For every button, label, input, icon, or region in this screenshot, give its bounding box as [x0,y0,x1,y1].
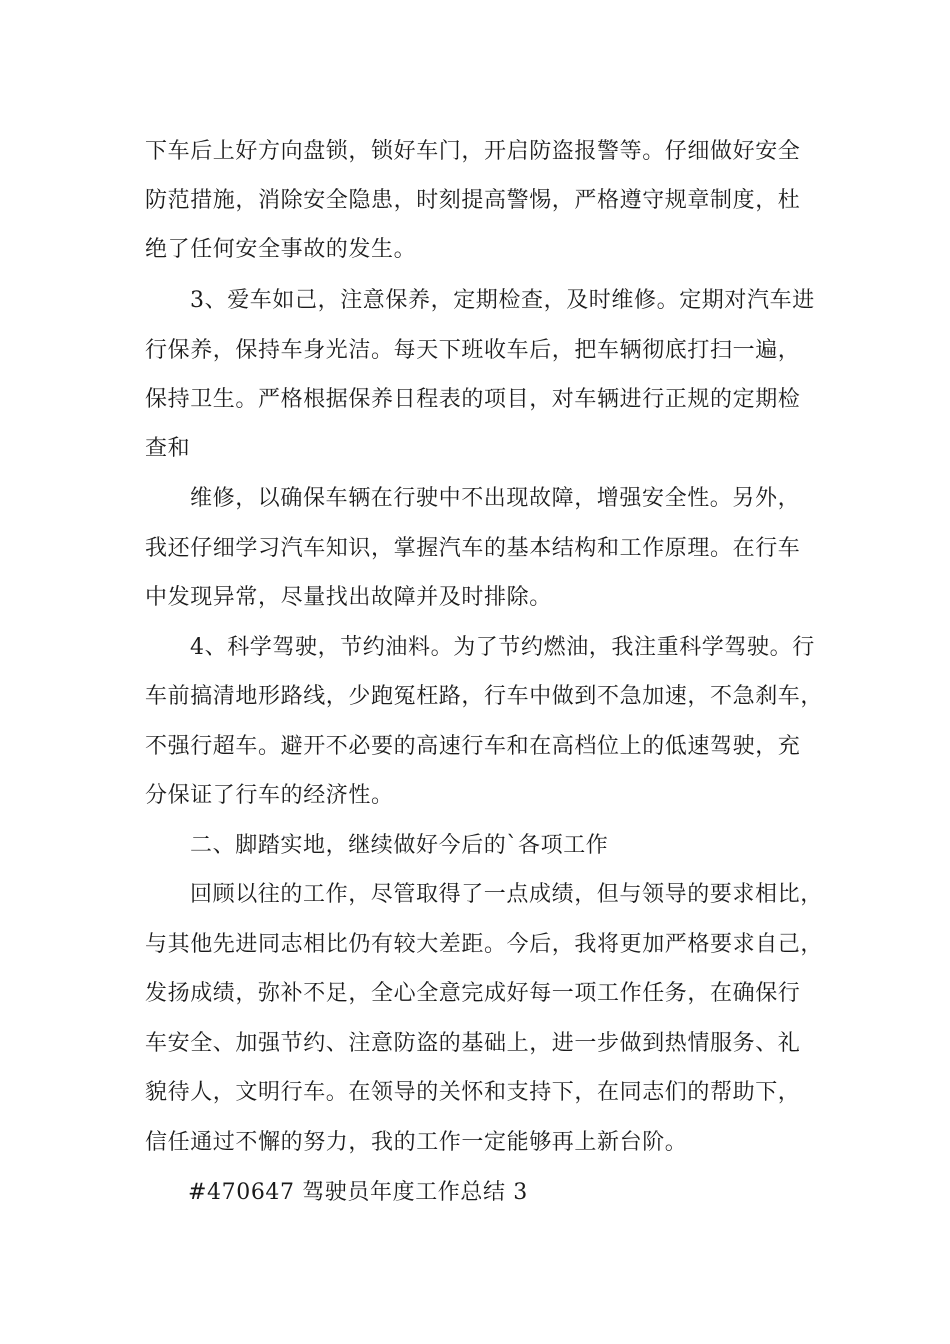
text-line-3: 绝了任何安全事故的发生。 [145,237,417,262]
text-line-8: 维修，以确保车辆在行驶中不出现故障，增强安全性。另外， [190,486,801,511]
document-title-line: #470647 驾驶员年度工作总结 3 [188,1180,528,1205]
text-line-2: 防范措施，消除安全隐患，时刻提高警惕，严格遵守规章制度，杜 [145,188,801,213]
text-line-16: 回顾以往的工作，尽管取得了一点成绩，但与领导的要求相比， [190,882,823,907]
text-line-10: 中发现异常，尽量找出故障并及时排除。 [145,585,552,610]
text-line-5: 行保养，保持车身光洁。每天下班收车后，把车辆彻底打扫一遍， [145,338,801,363]
text-line-14: 分保证了行车的经济性。 [145,783,394,808]
text-line-19: 车安全、加强节约、注意防盗的基础上，进一步做到热情服务、礼 [145,1031,801,1056]
text-line-13: 不强行超车。避开不必要的高速行车和在高档位上的低速驾驶，充 [145,734,801,759]
text-line-17: 与其他先进同志相比仍有较大差距。今后，我将更加严格要求自己， [145,932,824,957]
text-line-20: 貌待人，文明行车。在领导的关怀和支持下，在同志们的帮助下， [145,1080,801,1105]
text-line-1: 下车后上好方向盘锁，锁好车门，开启防盗报警等。仔细做好安全 [145,139,801,164]
text-line-7: 查和 [145,436,191,461]
text-line-11: 4、科学驾驶，节约油料。为了节约燃油，我注重科学驾驶。行 [190,635,815,660]
text-line-18: 发扬成绩，弥补不足，全心全意完成好每一项工作任务，在确保行 [145,981,801,1006]
text-line-6: 保持卫生。严格根据保养日程表的项目，对车辆进行正规的定期检 [145,387,801,412]
text-line-12: 车前搞清地形路线，少跑冤枉路，行车中做到不急加速，不急刹车， [145,684,824,709]
text-line-9: 我还仔细学习汽车知识，掌握汽车的基本结构和工作原理。在行车 [145,536,801,561]
text-line-4: 3、爱车如己，注意保养，定期检查，及时维修。定期对汽车进 [190,288,815,313]
text-line-21: 信任通过不懈的努力，我的工作一定能够再上新台阶。 [145,1130,688,1155]
section-heading: 二、脚踏实地，继续做好今后的`各项工作 [190,833,609,858]
